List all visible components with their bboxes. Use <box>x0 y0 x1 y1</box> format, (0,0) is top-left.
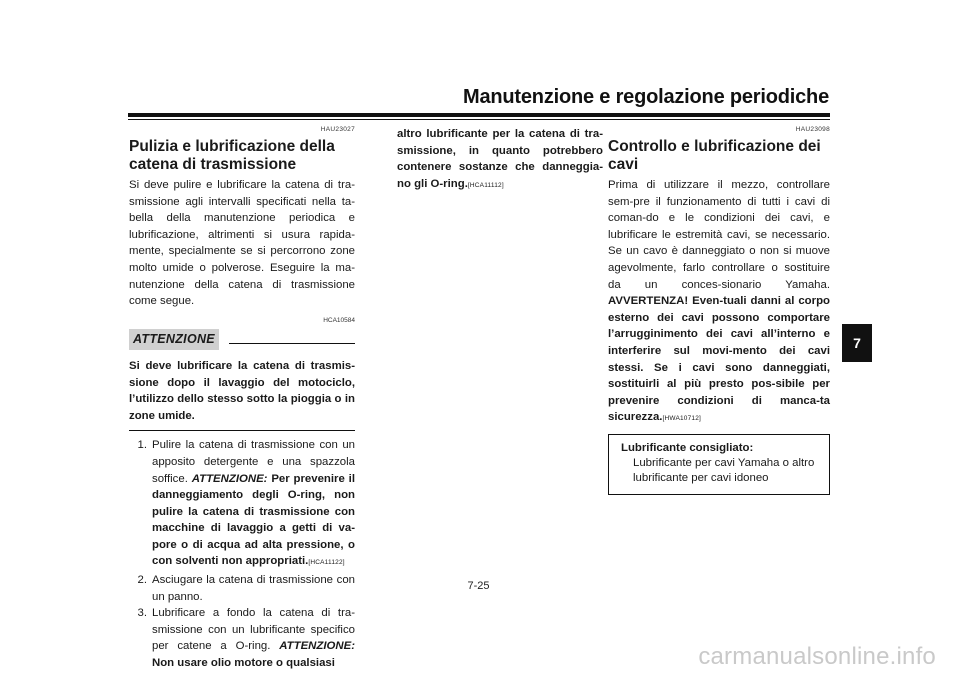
cables-paragraph <box>608 177 830 428</box>
section-code: HAU23098 <box>795 126 830 133</box>
step-body: Asciugare la catena di trasmissione con un panno. <box>152 574 355 603</box>
step-number: 1. <box>137 439 147 452</box>
continued-ref-code: [HCA11112] <box>467 181 504 189</box>
cables-intro: Prima di utilizzare il mezzo, controllare sem-pre il funzionamento di tutti i cavi di coman-do e le condizioni dei cavi, e lubrificare le estremità cavi, se necessario. Se un cavo è danneggiato o non si muove agevolmente, farlo controllare o sostituire da un conces-sionario Yamaha. <box>608 179 830 291</box>
continued-warning-text: altro lubrificante per la catena di tra-smissione, in quanto potrebbero contenere sostanze che danneggia-no gli O-ring. <box>397 128 603 190</box>
section-title-cables: Controllo e lubrificazione dei cavi <box>608 138 821 173</box>
step-warning-label: ATTENZIONE: <box>191 472 268 485</box>
step-text: Pulire la catena di trasmissione con un apposito detergente e una spazzola soffice. <box>152 439 355 485</box>
watermark[interactable]: carmanualsonline.info <box>698 643 936 670</box>
caution-bottom-rule <box>129 430 355 431</box>
column-middle <box>397 126 603 194</box>
step-warning-text: Per prevenire il danneggiamento degli O-ring, non pulire la catena di trasmissione con macchine di lavaggio a getti di va-pore o di acqua ad alta pressione, o con solventi non appropriati. <box>152 472 356 568</box>
lubricant-box <box>608 434 830 495</box>
caution-text: Si deve lubrificare la catena di trasmis-sione dopo il lavaggio del motociclo, l’utilizzo dello stesso sotto la pioggia o in zone umide. <box>129 359 355 422</box>
chapter-tab[interactable]: 7 <box>842 324 872 362</box>
header-rule <box>128 113 830 117</box>
caution-label: ATTENZIONE <box>129 329 219 350</box>
chain-intro-paragraph: Si deve pulire e lubrificare la catena di tra-smissione agli intervalli specificati nella ta-bella della manutenzione periodica e lubrificazione, altrimenti si usura rapida-mente, specialmente se si percorrono zone molto umide o polverose. Eseguire la ma-nutenzione della catena di trasmissione come segue. <box>129 179 355 308</box>
lubricant-box-title: Lubrificante consigliato: <box>621 441 754 454</box>
step-body <box>152 437 355 572</box>
step-number: 2. <box>137 574 147 587</box>
lubricant-box-body: Lubrificante per cavi Yamaha o altro lubrificante per cavi idoneo <box>633 456 815 484</box>
caution-rule <box>229 343 355 344</box>
warning-ref-code: [HWA10712] <box>662 415 702 423</box>
list-item <box>129 605 355 671</box>
step-ref-code: [HCA11122] <box>308 559 345 567</box>
step-warning-text: Non usare olio motore o qualsiasi <box>152 657 335 670</box>
page-header-title: Manutenzione e regolazione periodiche <box>463 86 829 108</box>
continued-warning <box>397 126 603 194</box>
caution-code: HCA10584 <box>323 316 355 324</box>
header-rule-thin <box>128 119 830 120</box>
column-right <box>608 126 830 495</box>
warning-text: Even-tuali danni al corpo esterno dei cavi possono comportare l’arrugginimento dei cavi all’interno e interferire sul movi-mento dei cavi stessi. Se i cavi sono danneggiati, sostituirli al più presto pos-sibile per prevenire condizioni di manca-ta sicurezza. <box>608 295 830 424</box>
section-code: HAU23027 <box>320 126 355 133</box>
list-item <box>129 437 355 572</box>
page-number: 7-25 <box>467 580 490 592</box>
warning-label: AVVERTENZA! <box>608 295 689 308</box>
section-title-chain: Pulizia e lubrificazione della catena di trasmissione <box>129 138 335 173</box>
steps-list <box>129 437 355 671</box>
caution-header <box>129 329 355 350</box>
step-text: Lubrificare a fondo la catena di tra-smissione con un lubrificante specifico per catene a O-ring. <box>152 607 355 653</box>
step-body <box>152 605 355 671</box>
step-number: 3. <box>137 607 147 620</box>
step-warning-label: ATTENZIONE: <box>279 640 355 653</box>
